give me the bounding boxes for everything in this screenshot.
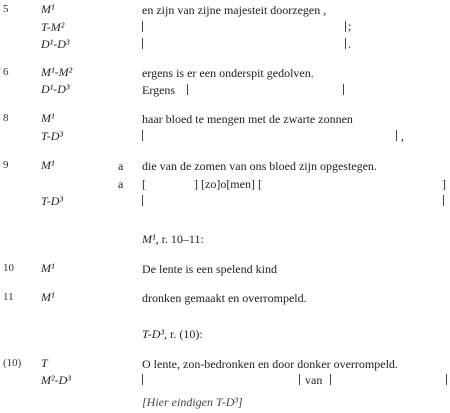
witness-label: D¹-D³ (41, 37, 70, 51)
witness-label: M²-D³ (41, 373, 71, 387)
line-number: 6 (3, 66, 9, 78)
witness-label: M¹ (41, 158, 55, 172)
line-number: 9 (3, 159, 9, 171)
section-header (142, 328, 203, 340)
section-header (142, 233, 204, 245)
bar-mark (446, 374, 447, 385)
witness-label: T-M² (41, 20, 65, 34)
sigla-tag: a (118, 177, 124, 191)
variant-text: O lente, zon-bedronken en door donker overrompeld. (142, 357, 398, 371)
bar-mark (142, 130, 143, 141)
witness-label: D¹-D³ (41, 82, 70, 96)
witness-label: M¹ (41, 290, 55, 304)
variant-text: haar bloed te mengen met de zwarte zonnen (142, 112, 353, 126)
line-number: 10 (3, 262, 14, 274)
witness-label: M¹ (41, 2, 55, 16)
witness-label: M¹-M² (41, 65, 73, 79)
variant-text: die van de zomen van ons bloed zijn opgestegen. (142, 159, 377, 173)
line-number: 5 (3, 3, 9, 15)
section-ref: , r. 10–11: (155, 232, 204, 246)
witness-label: T-D³ (41, 129, 64, 143)
bar-mark (345, 38, 346, 49)
sigla-tag: a (118, 159, 124, 173)
section-witness: M¹ (142, 232, 156, 246)
bar-mark (142, 21, 143, 32)
line-number: 8 (3, 112, 9, 124)
section-witness: T-D³ (142, 327, 165, 341)
bar-mark (396, 130, 397, 141)
bar-mark (142, 374, 143, 385)
bar-mark (345, 21, 346, 32)
variant-text: Ergens (142, 83, 176, 97)
variant-text: van (305, 373, 323, 387)
bracket-text: ] (442, 177, 446, 191)
bar-mark (142, 195, 143, 206)
variant-text: dronken gemaakt en overrompeld. (142, 291, 307, 305)
line-number: 11 (3, 291, 14, 303)
variant-text: De lente is een spelend kind (142, 262, 277, 276)
bracket-text: ] [zo]o[men] [ (194, 177, 262, 191)
bracket-text: [ (142, 177, 146, 191)
line-number: (10) (3, 357, 22, 369)
witness-label: T-D³ (41, 194, 64, 208)
bar-mark (443, 195, 444, 206)
bar-mark (330, 374, 331, 385)
variant-text: en zijn van zijne majesteit doorzegen , (142, 3, 327, 17)
witness-label: M¹ (41, 111, 55, 125)
bar-mark (299, 374, 300, 385)
witness-label: M¹ (41, 261, 55, 275)
variant-punct: . (348, 37, 351, 51)
section-ref: , r. (10): (164, 327, 203, 341)
bar-mark (187, 84, 188, 95)
editorial-note: [Hier eindigen T-D³] (142, 395, 243, 409)
variant-text: ergens is er een onderspit gedolven. (142, 66, 314, 80)
variant-punct: ; (348, 19, 352, 33)
variant-punct: , (401, 129, 404, 143)
bar-mark (142, 38, 143, 49)
witness-label: T (41, 356, 48, 370)
bar-mark (343, 84, 344, 95)
